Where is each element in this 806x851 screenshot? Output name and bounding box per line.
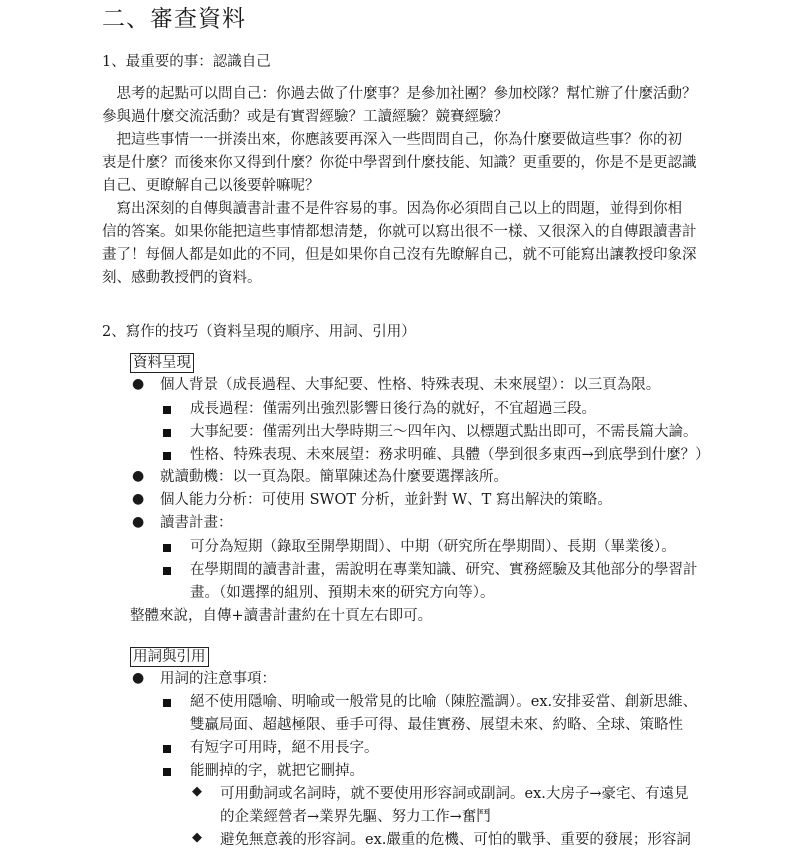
list-item: 個人能力分析：可使用 SWOT 分析，並針對 W、T 寫出解決的策略。	[160, 492, 612, 508]
list-item: 絕不使用隱喻、明喻或一般常見的比喻（陳腔濫調）。ex.安排妥當、創新思維、	[190, 694, 698, 710]
round-bullet-icon: ●	[132, 468, 145, 484]
list-item: 就讀動機：以一頁為限。簡單陳述為什麼要選擇該所。	[160, 469, 508, 485]
round-bullet-icon: ●	[132, 491, 145, 507]
paragraph-line: 畫了！每個人都是如此的不同，但是如果你自己沒有先瞭解自己，就不可能寫出讓教授印象深	[102, 247, 697, 263]
list-item: 個人背景（成長過程、大事紀要、性格、特殊表現、未來展望）：以三頁為限。	[160, 377, 661, 393]
list-item-continuation: 畫。（如選擇的組別、預期未來的研究方向等）。	[190, 585, 495, 601]
list-item: 在學期間的讀書計畫，需說明在專業知識、研究、實務經驗及其他部分的學習計	[190, 562, 698, 578]
heading-writing-skills: 2、寫作的技巧（資料呈現的順序、用詞、引用）	[102, 324, 416, 340]
list-item: 大事紀要：僅需列出大學時期三～四年內、以標題式點出即可，不需長篇大論。	[190, 424, 698, 440]
square-bullet-icon	[163, 567, 171, 575]
section-title: 二、審查資料	[102, 6, 246, 32]
paragraph-line: 寫出深刻的自傳與讀書計畫不是件容易的事。因為你必須問自己以上的問題，並得到你相	[102, 201, 682, 217]
square-bullet-icon	[163, 452, 171, 460]
diamond-bullet-icon: ◆	[192, 784, 202, 799]
square-bullet-icon	[163, 745, 171, 753]
paragraph-line: 把這些事情一一拼湊出來，你應該要再深入一些問問自己，你為什麼要做這些事？你的初	[102, 132, 682, 148]
list-item: 避免無意義的形容詞。ex.嚴重的危機、可怕的戰爭、重要的發展；形容詞	[220, 832, 691, 848]
list-item: 性格、特殊表現、未來展望：務求明確、具體（學到很多東西→到底學到什麼？）	[190, 447, 710, 463]
summary-text: 整體來說，自傳+讀書計畫約在十頁左右即可。	[130, 608, 433, 624]
list-item: 有短字可用時，絕不用長字。	[190, 740, 379, 756]
round-bullet-icon: ●	[132, 670, 145, 686]
list-item-continuation: 的企業經營者→業界先驅、努力工作→奮鬥	[220, 809, 491, 825]
paragraph-line: 衷是什麼？而後來你又得到什麼？你從中學習到什麼技能、知識？更重要的，你是不是更認識	[102, 155, 697, 171]
boxed-label-data-presentation: 資料呈現	[130, 353, 194, 373]
list-item: 用詞的注意事項：	[160, 671, 276, 687]
paragraph-3	[102, 198, 742, 290]
paragraph-1	[102, 83, 742, 129]
square-bullet-icon	[163, 429, 171, 437]
paragraph-line: 刻、感動教授們的資料。	[102, 270, 262, 286]
diamond-bullet-icon: ◆	[192, 830, 202, 845]
heading-self-knowledge: 1、最重要的事：認識自己	[102, 54, 271, 70]
paragraph-line: 信的答案。如果你能把這些事情都想清楚，你就可以寫出很不一樣、又很深入的自傳跟讀書計	[102, 224, 697, 240]
paragraph-2	[102, 129, 742, 198]
paragraph-line: 參與過什麼交流活動？或是有實習經驗？工讀經驗？競賽經驗？	[102, 109, 508, 125]
list-item-continuation: 雙贏局面、超越極限、垂手可得、最佳實務、展望未來、約略、全球、策略性	[190, 717, 683, 733]
paragraph-line: 自己、更瞭解自己以後要幹嘛呢？	[102, 178, 320, 194]
list-item: 讀書計畫：	[160, 515, 233, 531]
round-bullet-icon: ●	[132, 376, 145, 392]
list-item: 能刪掉的字，就把它刪掉。	[190, 763, 364, 779]
square-bullet-icon	[163, 699, 171, 707]
round-bullet-icon: ●	[132, 514, 145, 530]
square-bullet-icon	[163, 406, 171, 414]
list-item: 可用動詞或名詞時，就不要使用形容詞或副詞。ex.大房子→豪宅、有遠見	[220, 786, 689, 802]
list-item: 成長過程：僅需列出強烈影響日後行為的就好，不宜超過三段。	[190, 401, 596, 417]
square-bullet-icon	[163, 544, 171, 552]
boxed-label-wording: 用詞與引用	[130, 647, 209, 667]
square-bullet-icon	[163, 768, 171, 776]
paragraph-line: 思考的起點可以問自己：你過去做了什麼事？是參加社團？參加校隊？幫忙辦了什麼活動？	[102, 86, 697, 102]
list-item: 可分為短期（錄取至開學期間）、中期（研究所在學期間）、長期（畢業後）。	[190, 539, 676, 555]
